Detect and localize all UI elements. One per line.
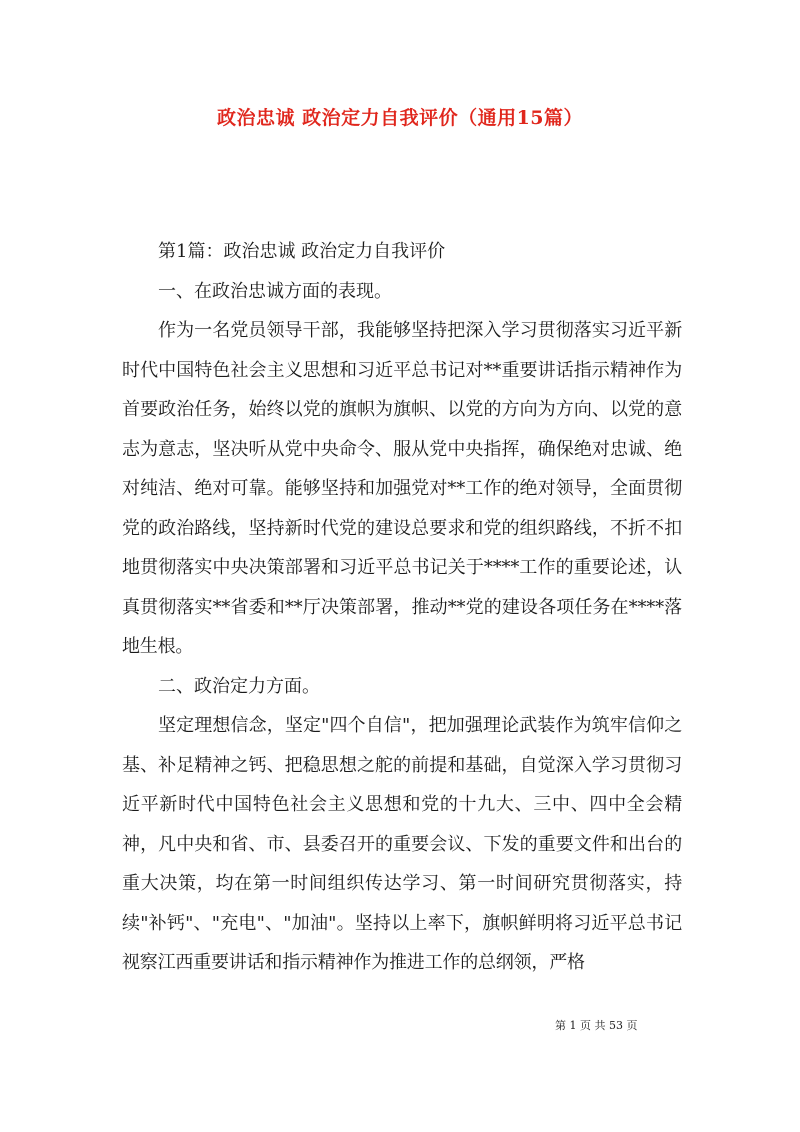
section-heading-political-loyalty: 一、在政治忠诚方面的表现。 bbox=[158, 280, 392, 302]
paragraph-political-loyalty: 作为一名党员领导干部，我能够坚持把深入学习贯彻落实习近平新时代中国特色社会主义思想和习近平总书记对**重要讲话指示精神作为首要政治任务，始终以党的旗帜为旗帜、以党的方向为方向、以党的意志为意志，坚决听从党中央命令、服从党中央指挥，确保绝对忠诚、绝对纯洁、绝对可靠。能够坚持和加强党对**工作的绝对领导，全面贯彻党的政治路线，坚持新时代党的建设总要求和党的组织路线，不折不扣地贯彻落实中央决策部署和习近平总书记关于****工作的重要论述，认真贯彻落实**省委和**厅决策部署，推动**党的建设各项任务在****落地生根。 bbox=[122, 320, 682, 657]
page-number: 第 1 页 共 53 页 bbox=[555, 1019, 638, 1032]
section-heading-political-resolve: 二、政治定力方面。 bbox=[158, 675, 320, 697]
section-heading-article-1: 第1篇：政治忠诚 政治定力自我评价 bbox=[158, 241, 446, 262]
paragraph-political-resolve: 坚定理想信念，坚定"四个自信"，把加强理论武装作为筑牢信仰之基、补足精神之钙、把稳思想之舵的前提和基础，自觉深入学习贯彻习近平新时代中国特色社会主义思想和党的十九大、三中、四中全会精神，凡中央和省、市、县委召开的重要会议、下发的重要文件和出台的重大决策，均在第一时间组织传达学习、第一时间研究贯彻落实，持续"补钙"、"充电"、"加油"。坚持以上率下，旗帜鲜明将习近平总书记视察江西重要讲话和指示精神作为推进工作的总纲领，严格 bbox=[122, 715, 682, 973]
document-title: 政治忠诚 政治定力自我评价（通用15篇） bbox=[216, 107, 584, 129]
document-body bbox=[122, 232, 682, 983]
